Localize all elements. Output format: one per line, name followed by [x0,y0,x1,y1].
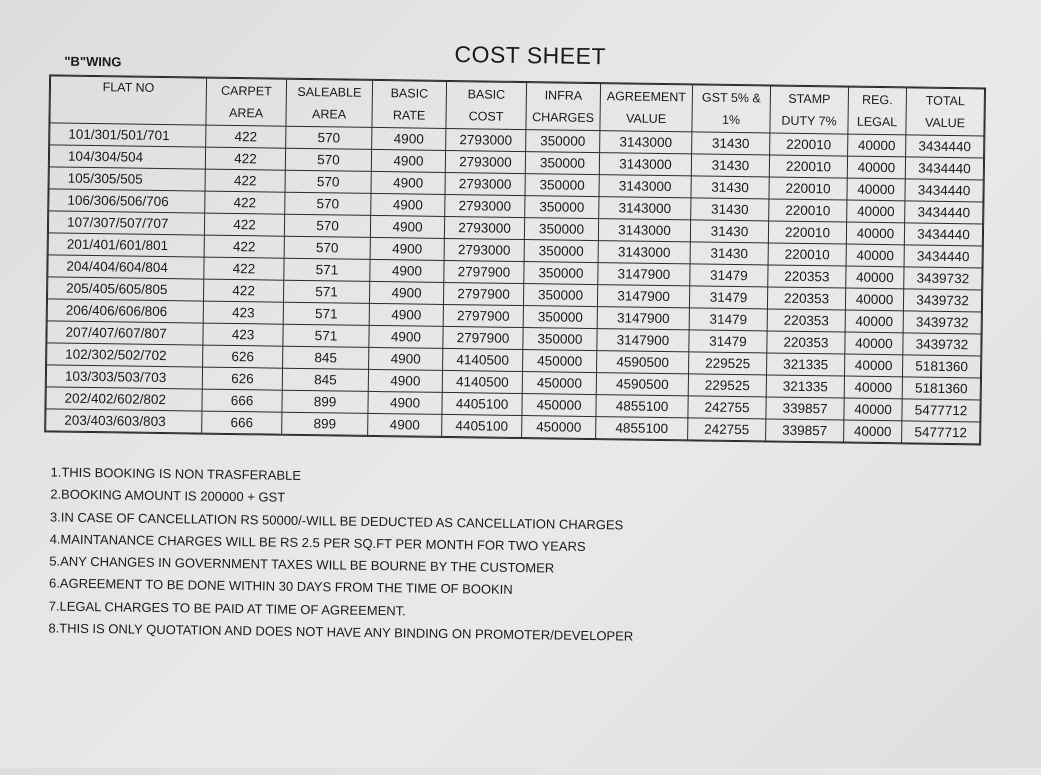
table-cell: 4405100 [442,392,522,415]
table-cell: 422 [205,169,285,192]
table-cell: 4900 [368,413,442,436]
table-cell: 4900 [368,391,442,414]
column-header: AGREEMENT VALUE [600,84,693,132]
table-cell: 4900 [372,127,446,150]
table-cell: 229525 [688,374,766,397]
table-cell: 220010 [769,199,847,222]
table-cell: 666 [202,389,282,412]
table-cell: 4900 [371,193,445,216]
flat-number-cell: 204/404/604/804 [48,255,204,279]
table-cell: 40000 [845,288,903,311]
table-cell: 339857 [766,397,844,420]
table-cell: 220353 [767,309,845,332]
table-cell: 4140500 [442,370,522,393]
flat-number-cell: 101/301/501/701 [50,123,206,147]
table-cell: 3143000 [600,131,692,154]
table-cell: 3434440 [906,135,984,158]
table-cell: 40000 [844,354,902,377]
table-cell: 3439732 [903,311,981,334]
table-cell: 3143000 [599,153,691,176]
table-cell: 4405100 [442,414,522,437]
table-cell: 40000 [846,222,904,245]
table-cell: 2797900 [443,326,523,349]
table-cell: 242755 [688,418,766,441]
table-cell: 570 [285,192,371,215]
table-cell: 422 [205,191,285,214]
table-cell: 350000 [523,328,597,351]
table-cell: 40000 [845,310,903,333]
table-cell: 422 [204,235,284,258]
table-cell: 2797900 [443,282,523,305]
table-cell: 3434440 [905,157,983,180]
table-cell: 4900 [371,171,445,194]
table-cell: 220010 [768,221,846,244]
table-cell: 31430 [690,220,768,243]
column-header: SALEABLE AREA [286,79,373,127]
table-cell: 3147900 [597,307,689,330]
table-cell: 571 [283,280,369,303]
table-cell: 40000 [845,332,903,355]
table-cell: 40000 [848,134,906,157]
column-header: TOTAL VALUE [906,88,985,136]
flat-number-cell: 207/407/607/807 [47,321,203,345]
table-cell: 3143000 [598,241,690,264]
flat-number-cell: 102/302/502/702 [47,343,203,367]
table-cell: 2793000 [445,194,525,217]
table-cell: 4900 [369,281,443,304]
table-cell: 570 [284,236,370,259]
table-cell: 350000 [525,174,599,197]
table-cell: 4855100 [596,395,688,418]
column-header: GST 5% & 1% [692,85,771,133]
terms-list [48,461,635,648]
table-cell: 3434440 [905,201,983,224]
table-cell: 571 [284,258,370,281]
flat-number-cell: 205/405/605/805 [47,277,203,301]
table-cell: 422 [204,257,284,280]
table-cell: 2793000 [444,216,524,239]
flat-number-cell: 104/304/504 [49,145,205,169]
cost-table [45,75,985,444]
table-cell: 570 [285,170,371,193]
column-header: FLAT NO [50,76,207,125]
table-cell: 350000 [523,284,597,307]
column-header: BASIC COST [446,81,527,129]
table-cell: 2793000 [446,128,526,151]
table-cell: 666 [202,411,282,434]
table-cell: 31430 [692,132,770,155]
table-cell: 845 [283,346,369,369]
table-cell: 3147900 [597,285,689,308]
table-cell: 350000 [525,152,599,175]
table-cell: 4900 [371,149,445,172]
table-cell: 4855100 [596,417,688,440]
table-cell: 899 [282,412,368,435]
table-cell: 3434440 [905,179,983,202]
table-cell: 450000 [523,350,597,373]
terms-item: 6.AGREEMENT TO BE DONE WITHIN 30 DAYS FROM THE TIME OF BOOKIN [48,575,513,598]
table-cell: 570 [285,148,371,171]
table-cell: 242755 [688,396,766,419]
table-cell: 220353 [768,265,846,288]
flat-number-cell: 202/402/602/802 [46,387,202,411]
terms-item: 8.THIS IS ONLY QUOTATION AND DOES NOT HAVE ANY BINDING ON PROMOTER/DEVELOPER [48,620,634,644]
flat-number-cell: 203/403/603/803 [46,409,202,433]
table-cell: 40000 [844,398,902,421]
page-title: COST SHEET [454,41,607,70]
table-cell: 3143000 [599,175,691,198]
flat-number-cell: 107/307/507/707 [48,211,204,235]
table-cell: 31479 [690,264,768,287]
table-cell: 4900 [368,369,442,392]
table-cell: 4900 [369,303,443,326]
table-cell: 4900 [370,215,444,238]
table-cell: 3439732 [903,333,981,356]
table-cell: 31430 [691,176,769,199]
table-cell: 571 [283,302,369,325]
table-cell: 350000 [523,306,597,329]
table-cell: 40000 [846,266,904,289]
table-cell: 4900 [369,325,443,348]
wing-label: "B"WING [64,53,122,70]
table-cell: 570 [284,214,370,237]
flat-number-cell: 201/401/601/801 [48,233,204,257]
table-cell: 31479 [689,286,767,309]
table-cell: 350000 [524,218,598,241]
terms-item: 4.MAINTANANCE CHARGES WILL BE RS 2.5 PER SQ.FT PER MONTH FOR TWO YEARS [49,531,586,554]
column-header: CARPET AREA [206,78,287,126]
table-cell: 31430 [691,154,769,177]
table-cell: 229525 [689,352,767,375]
terms-item: 1.THIS BOOKING IS NON TRASFERABLE [50,464,302,483]
table-cell: 422 [205,147,285,170]
table-cell: 40000 [844,420,902,443]
table-cell: 40000 [847,200,905,223]
table-cell: 220010 [768,243,846,266]
table-cell: 40000 [847,178,905,201]
table-cell: 31430 [690,242,768,265]
table-cell: 422 [204,213,284,236]
table-cell: 3434440 [904,245,982,268]
table-cell: 220353 [767,331,845,354]
table-cell: 2797900 [443,304,523,327]
table-cell: 31430 [691,198,769,221]
table-cell: 40000 [847,156,905,179]
table-cell: 339857 [766,419,844,442]
table-cell: 5477712 [902,399,980,422]
table-cell: 4140500 [443,348,523,371]
table-cell: 570 [286,126,372,149]
table-cell: 2793000 [444,238,524,261]
table-cell: 2793000 [445,172,525,195]
table-cell: 450000 [522,372,596,395]
table-cell: 2797900 [444,260,524,283]
table-cell: 422 [203,279,283,302]
table-body [46,123,984,444]
flat-number-cell: 103/303/503/703 [46,365,202,389]
table-cell: 5181360 [902,355,980,378]
table-cell: 350000 [524,262,598,285]
table-cell: 5477712 [902,421,980,444]
table-cell: 4900 [370,237,444,260]
table-cell: 571 [283,324,369,347]
table-cell: 3439732 [904,267,982,290]
table-cell: 350000 [525,196,599,219]
table-cell: 4900 [370,259,444,282]
table-cell: 3439732 [903,289,981,312]
table-cell: 3143000 [598,219,690,242]
table-cell: 5181360 [902,377,980,400]
table-cell: 422 [206,125,286,148]
table-cell: 423 [203,301,283,324]
table-cell: 220010 [770,133,848,156]
table-cell: 220010 [769,177,847,200]
terms-item: 5.ANY CHANGES IN GOVERNMENT TAXES WILL BE BOURNE BY THE CUSTOMER [49,553,555,576]
table-cell: 321335 [766,375,844,398]
column-header: INFRA CHARGES [526,83,601,131]
table-cell: 3143000 [599,197,691,220]
terms-item: 3.IN CASE OF CANCELLATION RS 50000/-WILL BE DEDUCTED AS CANCELLATION CHARGES [49,509,624,533]
table-cell: 220010 [769,155,847,178]
table-cell: 3434440 [904,223,982,246]
flat-number-cell: 206/406/606/806 [47,299,203,323]
table-cell: 350000 [524,240,598,263]
table-cell: 899 [282,390,368,413]
table-cell: 423 [203,323,283,346]
column-header: BASIC RATE [372,80,447,128]
table-cell: 350000 [526,130,600,153]
table-cell: 3147900 [597,329,689,352]
table-cell: 4900 [369,347,443,370]
table-cell: 40000 [844,376,902,399]
table-cell: 220353 [767,287,845,310]
flat-number-cell: 105/305/505 [49,167,205,191]
table-cell: 31479 [689,308,767,331]
table-cell: 626 [203,345,283,368]
terms-item: 2.BOOKING AMOUNT IS 200000 + GST [50,486,286,506]
terms-item: 7.LEGAL CHARGES TO BE PAID AT TIME OF AGREEMENT. [48,598,406,619]
table-cell: 4590500 [596,373,688,396]
column-header: STAMP DUTY 7% [770,86,849,134]
table-cell: 450000 [522,416,596,439]
table-cell: 321335 [767,353,845,376]
table-cell: 31479 [689,330,767,353]
table-cell: 450000 [522,394,596,417]
table-cell: 626 [202,367,282,390]
column-header: REG. LEGAL [848,87,907,135]
table-cell: 3147900 [598,263,690,286]
table-cell: 845 [282,368,368,391]
flat-number-cell: 106/306/506/706 [49,189,205,213]
table-cell: 40000 [846,244,904,267]
table-cell: 2793000 [445,150,525,173]
table-cell: 4590500 [597,351,689,374]
